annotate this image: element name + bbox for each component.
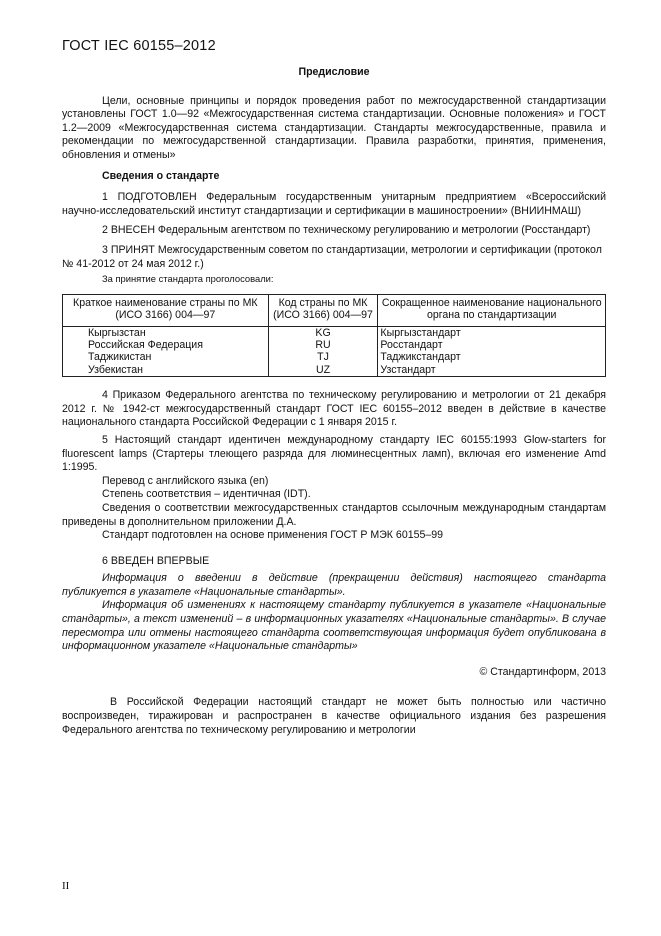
table-cell-code: KG <box>268 326 378 339</box>
notice-changes: Информация об изменениях к настоящему стандарту публикуется в указателе «Национальные стандарты», а текст изменений – в информационных указателях «Национальные стандарты». В случае пересмотра или отмены настоящего стандарта соответствующая информация будет опубликована в информационном указателе «Национальные стандарты» <box>62 599 606 653</box>
table-header-country: Краткое наименование страны по МК (ИСО 3166) 004—97 <box>63 294 269 326</box>
table-row <box>63 364 606 377</box>
table-cell-code: TJ <box>268 351 378 363</box>
table-row <box>63 351 606 363</box>
document-content <box>62 66 606 737</box>
vote-note: За принятие стандарта проголосовали: <box>102 273 274 285</box>
table-cell-code: UZ <box>268 364 378 377</box>
table-cell-body: Росстандарт <box>378 339 606 351</box>
info-p1: 1 ПОДГОТОВЛЕН Федеральным государственным унитарным предприятием «Всероссийский научно-исследовательский институт стандартизации и сертификации в машиностроении» (ВНИИНМАШ) <box>62 191 606 217</box>
info-title: Сведения о стандарте <box>102 169 220 182</box>
foreword-intro: Цели, основные принципы и порядок проведения работ по межгосударственной стандартизации установлены ГОСТ 1.0—92 «Межгосударственная система стандартизации. Основные положения» и ГОСТ 1.2—2009 «Межгосударственная система стандартизации. Стандарты межгосударственные, правила и рекомендации по межгосударственной стандартизации. Правила разработки, принятия, применения, обновления и отмены» <box>62 94 606 161</box>
legal-notice: В Российской Федерации настоящий стандарт не может быть полностью или частично воспроизведен, тиражирован и распространен в качестве официального издания без разрешения Федерального агентства по техническому регулированию и метрологии <box>62 696 606 736</box>
voting-states-table <box>62 294 606 377</box>
table-row <box>63 339 606 351</box>
info-p2: 2 ВНЕСЕН Федеральным агентством по техническому регулированию и метрологии (Росстандарт) <box>102 224 591 237</box>
table-cell-body: Таджикстандарт <box>378 351 606 363</box>
info-p3: 3 ПРИНЯТ Межгосударственным советом по стандартизации, метрологии и сертификации (протокол № 41-2012 от 24 мая 2012 г.) <box>62 243 602 270</box>
info-p6: 6 ВВЕДЕН ВПЕРВЫЕ <box>102 554 210 567</box>
table-row <box>63 326 606 339</box>
info-p4: 4 Приказом Федерального агентства по техническому регулированию и метрологии от 21 декабря 2012 г. № 1942-ст межгосударственный стандарт ГОСТ IEC 60155–2012 введен в действие в качестве национального стандарта Российской Федерации с 1 января 2015 г. <box>62 389 606 429</box>
table-cell-country: Узбекистан <box>63 364 269 377</box>
info-p5-basis: Стандарт подготовлен на основе применения ГОСТ Р МЭК 60155–99 <box>102 529 444 542</box>
table-cell-body: Кыргызстандарт <box>378 326 606 339</box>
info-p5-degree: Степень соответствия – идентичная (IDT). <box>102 488 311 501</box>
info-p5: 5 Настоящий стандарт идентичен международному стандарту IEC 60155:1993 Glow-starters for fluorescent lamps (Стартеры тлеющего разряда для люминесцентных ламп), включая его изменение Amd 1:1995. <box>62 433 606 474</box>
copyright: © Стандартинформ, 2013 <box>479 665 606 678</box>
table-header-code: Код страны по МК (ИСО 3166) 004—97 <box>268 294 378 326</box>
table-cell-code: RU <box>268 339 378 351</box>
table-cell-body: Узстандарт <box>378 364 606 377</box>
table-cell-country: Кыргызстан <box>63 326 269 339</box>
info-p5-translation: Перевод с английского языка (en) <box>102 474 269 487</box>
page-number: II <box>62 880 70 892</box>
info-p5-refs: Сведения о соответствии межгосударственных стандартов ссылочным международным стандартам приведены в дополнительном приложении Д.А. <box>62 501 606 528</box>
table-cell-country: Таджикистан <box>63 351 269 363</box>
table-cell-country: Российская Федерация <box>63 339 269 351</box>
foreword-title: Предисловие <box>298 66 370 78</box>
notice-introduction: Информация о введении в действие (прекращении действия) настоящего стандарта публикуется в указателе «Национальные стандарты». <box>62 572 606 598</box>
table-header-body: Сокращенное наименование национального органа по стандартизации <box>378 294 606 326</box>
document-header-title: ГОСТ IEC 60155–2012 <box>62 38 216 54</box>
